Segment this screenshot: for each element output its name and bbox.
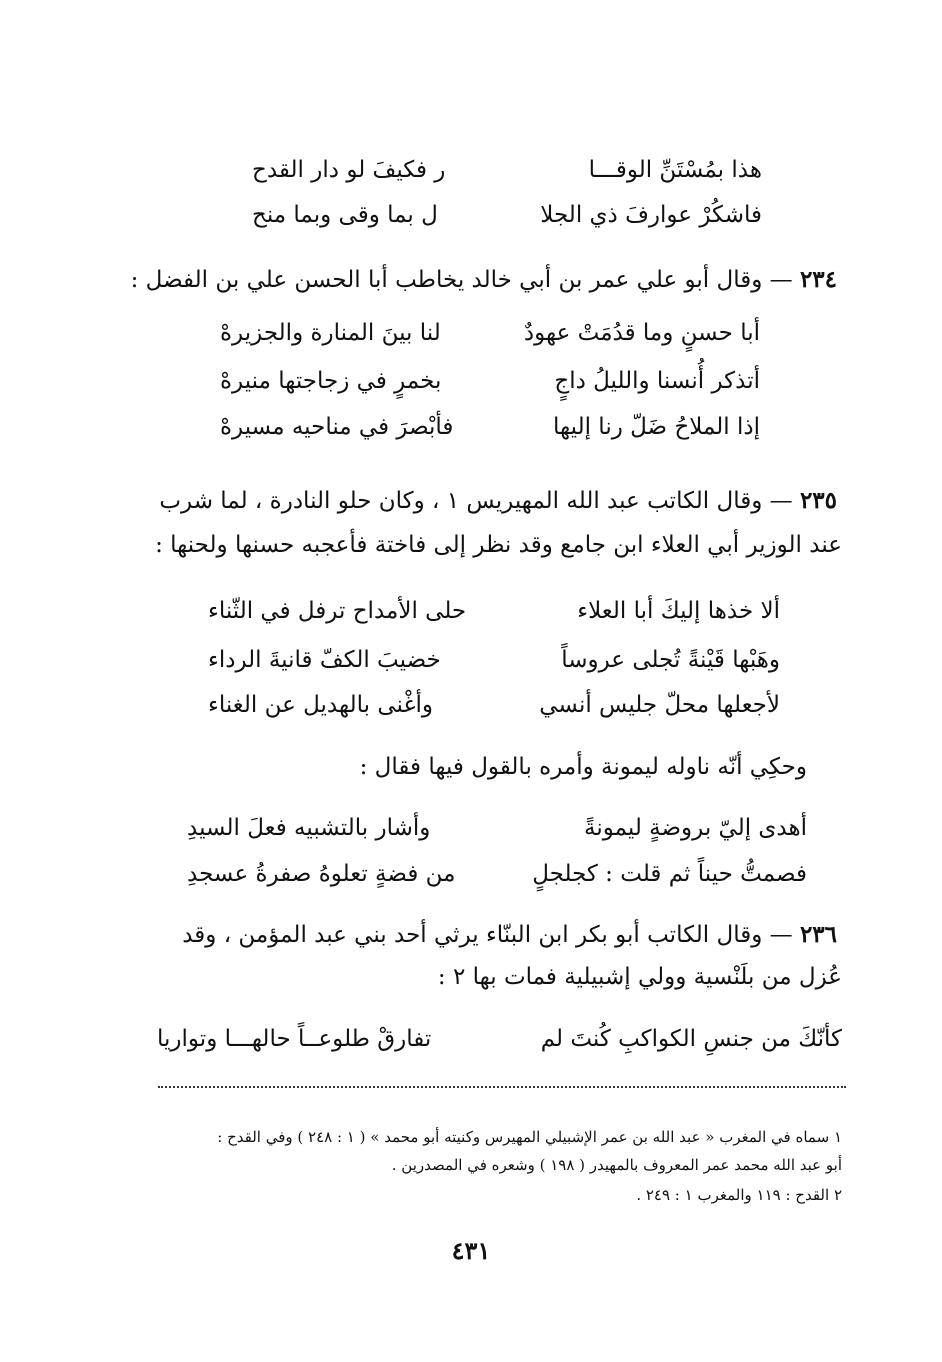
- section-234-heading: [130, 265, 837, 295]
- hemistich-first: إذا الملاحُ ضَلّ رنا إليها: [553, 414, 760, 440]
- hemistich-second: وأغْنى بالهديل عن الغناء: [208, 692, 433, 718]
- verse: [187, 859, 807, 889]
- footnote-1-line-2: أبو عبد الله محمد عمر المعروف بالمهيدر ( ١٩٨ ) وشعره في المصدرين .: [391, 1156, 842, 1174]
- hemistich-second: ل بما وقى وبما منح: [252, 202, 438, 228]
- hemistich-first: وهَبْها قَيْنةً تُجلى عروساً: [561, 647, 780, 673]
- verse: [220, 412, 760, 442]
- section-number: ٢٣٥: [799, 487, 837, 514]
- verse: [252, 155, 762, 185]
- verse: [208, 690, 780, 720]
- verse: [208, 596, 780, 626]
- footnote-2: ٢ القدح : ١١٩ والمغرب ١ : ٢٤٩ .: [636, 1186, 842, 1204]
- verse: [220, 318, 760, 348]
- section-236-line-1: [147, 920, 837, 950]
- verse: [208, 645, 780, 675]
- hemistich-first: فاشكُرْ عوارفَ ذي الجلا: [540, 202, 762, 228]
- section-text: — وقال الكاتب عبد الله المهيريس ١ ، وكان حلو النادرة ، لما شرب: [159, 488, 800, 514]
- hemistich-first: أبا حسنٍ وما قدُمَتْ عهودٌ: [523, 320, 760, 346]
- hemistich-second: تفارقْ طلوعــاً حالهـــا وتواريا: [157, 1026, 432, 1052]
- section-text: — وقال أبو علي عمر بن أبي خالد يخاطب أبا الحسن علي بن الفضل :: [130, 267, 800, 293]
- verse: [252, 200, 762, 230]
- section-number: ٢٣٦: [799, 921, 837, 948]
- verse: [157, 1024, 842, 1054]
- hemistich-first: لأجعلها محلّ جليس أنسي: [539, 692, 780, 718]
- hemistich-second: ر فكيفَ لو دار القدح: [252, 157, 446, 183]
- hemistich-first: أتذكر أُنسنا والليلُ داجٍ: [554, 368, 760, 394]
- hemistich-second: بخمرٍ في زجاجتها منيرهْ: [220, 368, 442, 394]
- section-text: — وقال الكاتب أبو بكر ابن البنّاء يرثي أحد بني عبد المؤمن ، وقد: [182, 922, 800, 948]
- hemistich-second: خضيبَ الكفّ قانيةَ الرداء: [208, 647, 441, 673]
- section-236-line-2: عُزل من بلَنْسية وولي إشبيلية فمات بها ٢ :: [437, 964, 842, 990]
- hemistich-first: فصمتُّ حيناً ثم قلت : كجلجلٍ: [532, 861, 807, 887]
- section-number: ٢٣٤: [799, 266, 837, 293]
- section-235-note: وحكِي أنّه ناوله ليمونة وأمره بالقول فيها فقال :: [359, 754, 807, 780]
- footnote-1-line-1: ١ سماه في المغرب « عبد الله بن عمر الإشبيلي المهيرس وكنيته أبو محمد » ( ١ : ٢٤٨ ) وفي القدح :: [217, 1128, 842, 1146]
- verse: [187, 813, 807, 843]
- hemistich-second: وأشار بالتشبيه فعلَ السيدِ: [187, 815, 431, 841]
- section-235-line-1: [147, 486, 837, 516]
- hemistich-second: حلى الأمداح ترفل في الثّناء: [208, 598, 467, 624]
- hemistich-second: فأبْصرَ في مناحيه مسيرهْ: [220, 414, 454, 440]
- verse: [220, 366, 760, 396]
- hemistich-second: لنا بينَ المنارة والجزيرهْ: [220, 320, 441, 346]
- footnote-divider: [158, 1086, 846, 1088]
- hemistich-first: أهدى إليّ بروضةٍ ليمونةً: [583, 815, 807, 841]
- hemistich-first: ألا خذها إليكَ أبا العلاء: [577, 598, 780, 624]
- hemistich-first: هذا بمُسْتَنِّ الوقـــا: [588, 157, 762, 183]
- hemistich-first: كأنّكَ من جنسِ الكواكبِ كُنتَ لم: [540, 1026, 842, 1052]
- hemistich-second: من فضةٍ تعلوهُ صفرةُ عسجدِ: [187, 861, 456, 887]
- page-number: ٤٣١: [451, 1236, 491, 1265]
- section-235-line-2: عند الوزير أبي العلاء ابن جامع وقد نظر إلى فاختة فأعجبه حسنها ولحنها :: [155, 532, 842, 558]
